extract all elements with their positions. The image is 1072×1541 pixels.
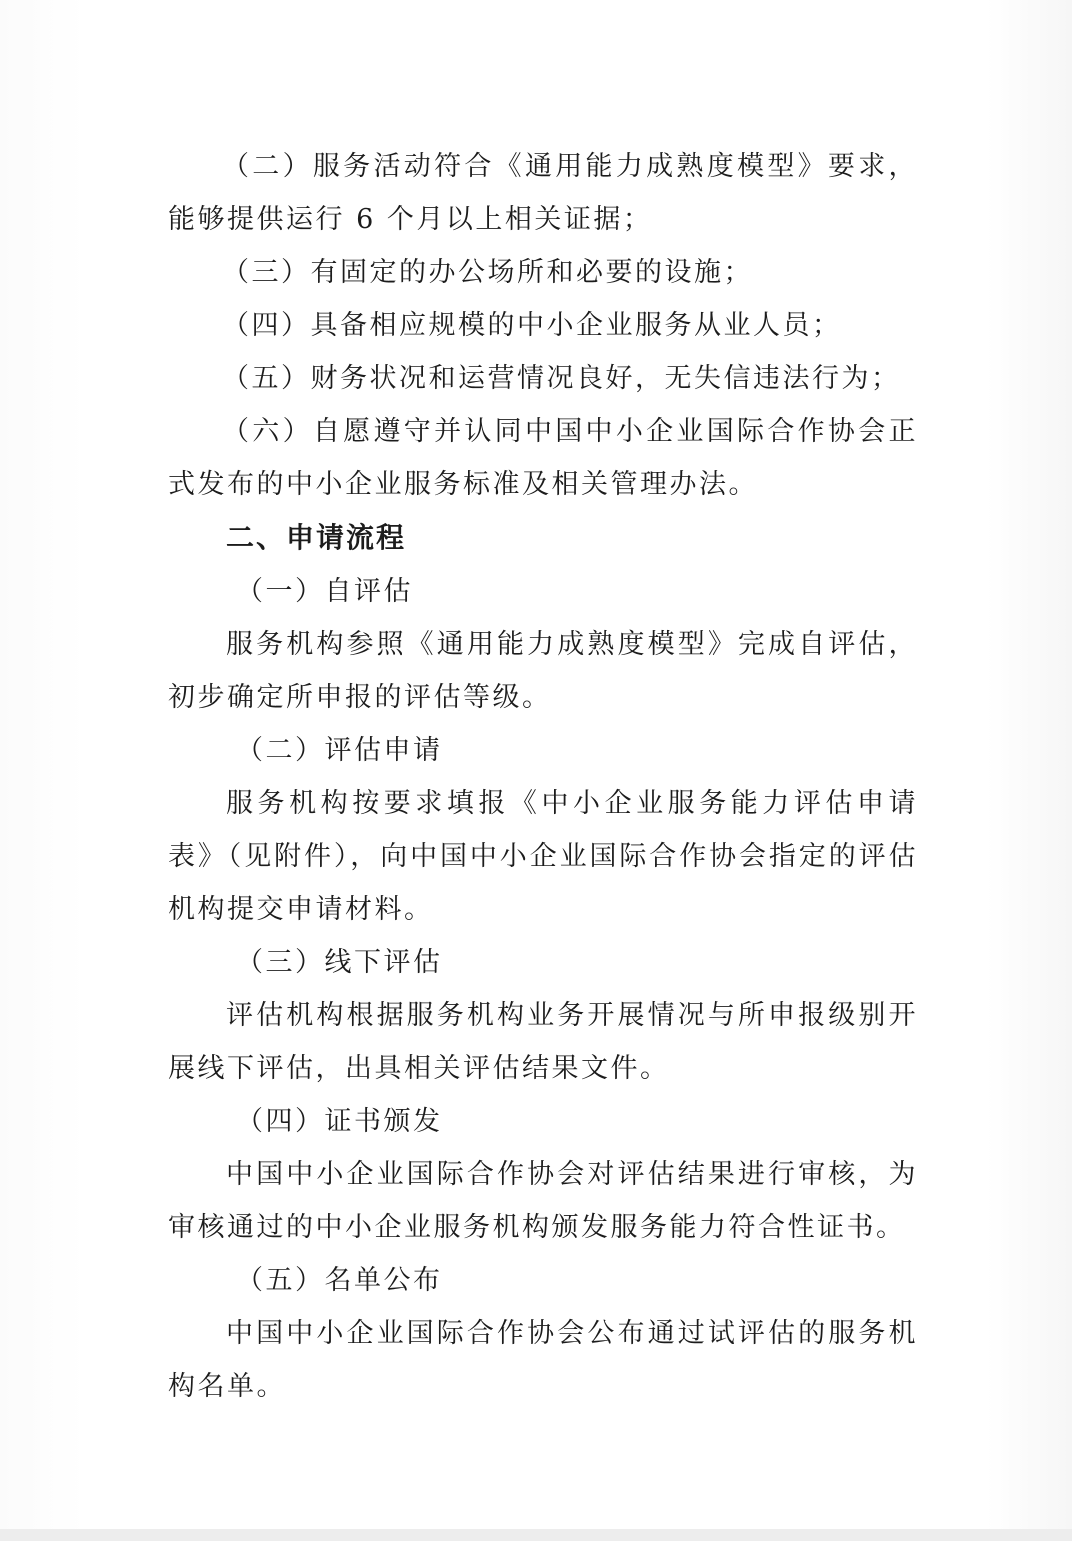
requirement-item-4: （四）具备相应规模的中小企业服务从业人员；	[222, 310, 842, 341]
requirement-item-3: （三）有固定的办公场所和必要的设施；	[222, 257, 753, 288]
requirement-item-6: （六）自愿遵守并认同中国中小企业国际合作协会正式发布的中小企业服务标准及相关管理办法。	[168, 416, 918, 500]
document-body	[168, 140, 918, 1413]
step-heading-list-publication: （五）名单公布	[236, 1265, 443, 1296]
step-body-self-assessment: 服务机构参照《通用能力成熟度模型》完成自评估，初步确定所申报的评估等级。	[168, 629, 918, 713]
requirement-item-2: （二）服务活动符合《通用能力成熟度模型》要求，能够提供运行 6 个月以上相关证据；	[168, 151, 918, 235]
step-body-list-publication: 中国中小企业国际合作协会公布通过试评估的服务机构名单。	[168, 1318, 918, 1402]
step-body-assessment-application: 服务机构按要求填报《中小企业服务能力评估申请表》（见附件），向中国中小企业国际合作协会指定的评估机构提交申请材料。	[168, 788, 918, 925]
step-heading-assessment-application: （二）评估申请	[236, 735, 443, 766]
section-heading-application-process: 二、申请流程	[226, 521, 407, 554]
requirement-item-5: （五）财务状况和运营情况良好，无失信违法行为；	[222, 363, 901, 394]
step-heading-certificate-issuance: （四）证书颁发	[236, 1106, 443, 1137]
step-heading-self-assessment: （一）自评估	[236, 576, 413, 607]
step-heading-offline-assessment: （三）线下评估	[236, 947, 443, 978]
step-body-certificate-issuance: 中国中小企业国际合作协会对评估结果进行审核，为审核通过的中小企业服务机构颁发服务能力符合性证书。	[168, 1159, 918, 1243]
step-body-offline-assessment: 评估机构根据服务机构业务开展情况与所申报级别开展线下评估，出具相关评估结果文件。	[168, 1000, 918, 1084]
page-bottom-edge	[0, 1529, 1072, 1541]
